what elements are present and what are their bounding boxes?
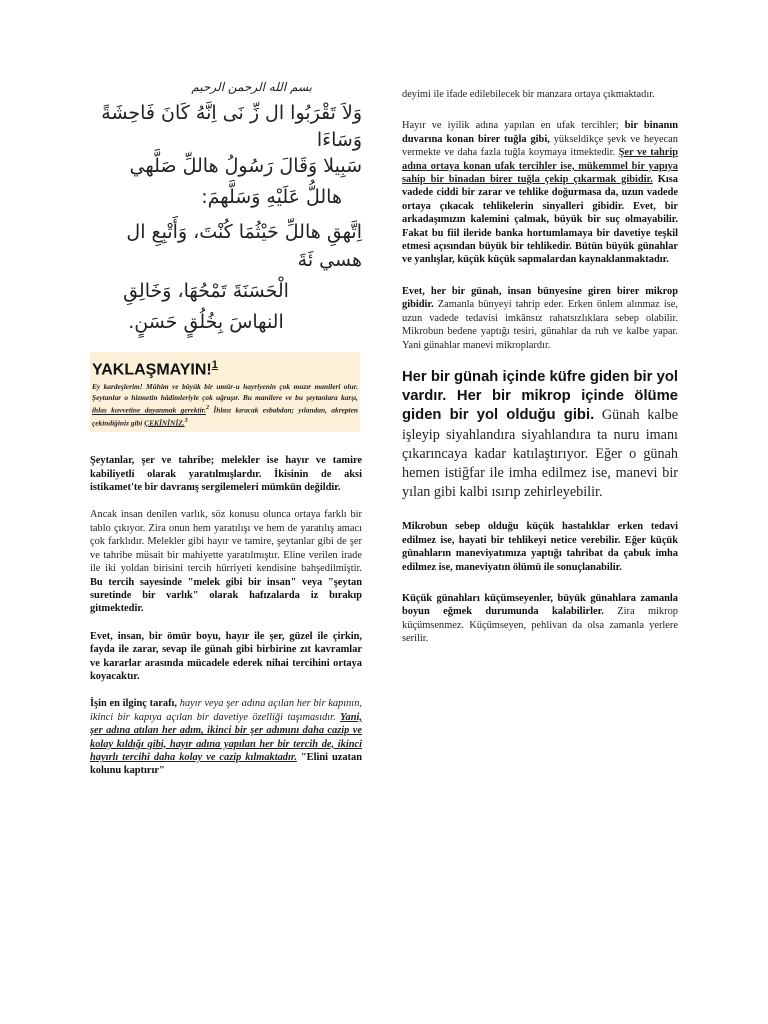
arabic-line: النهاسَ بِخُلُقٍ حَسَنٍ.: [128, 311, 284, 333]
title-box: [90, 352, 360, 432]
page-title: YAKLAŞMAYIN!$^1$: [92, 359, 218, 379]
paragraph: İşin en ilginç tarafı, hayır veya şer adına açılan her bir kapının, ikinci bir kapıya açılan bir davetiye özelliği taşımasıdır. Yani, şer adına atılan her adım, ikinci bir şer adımını daha cazip ve kolay kıldığı gibi, hayır adına yapılan her bir tercih de, ikinci hayırlı tercihi daha kolay ve cazip kılmaktadır. "Elini uzatan kolunu kaptırır": [90, 698, 362, 777]
basmala-calligraphy: بسم الله الرحمن الرحيم: [191, 80, 312, 94]
arabic-verse-block: [90, 80, 362, 338]
paragraph: Mikrobun sebep olduğu küçük hastalıklar erken tedavi edilmez ise, hayati bir tehlikeyi netice verebilir. Eğer küçük günahların maneviyatımıza yaptığı tahribat da çabuk imha edilmez ise, maneviyatın ölümü ile sonuçlanabilir.: [402, 521, 678, 573]
arabic-line: وَسَاءَا: [316, 129, 362, 151]
left-column: [90, 80, 362, 778]
right-column: [402, 80, 678, 646]
arabic-line: الْحَسَنَةَ تَمْحُهَا، وَخَالِقِ: [123, 280, 289, 302]
intro-quote: Ey kardeşlerim! Mühim ve büyük bir umûr-u hayriyenin çok muzır manileri olur. Şeytanlar o hizmetin hâdimleriyle çok uğraşır. Bu manilere ve bu şeytanlara karşı, ihlas kuvvetine dayanmak gerektir.$^2$ İhlası kıracak esbabdan; yılandan, akrepten çekindiğiniz gibi ÇEKİNİNİZ.$^3$: [92, 382, 358, 428]
paragraph-large: Her bir günah içinde küfre giden bir yol vardır. Her bir mikrop içinde ölüme giden bir yol olduğu gibi. Günah kalbe işleyip siyahlandıra siyahlandıra ta nuru imanı çıkarıncaya kadar katılaştırıyor. Eğer o günah hemen istiğfar ile imha edilmez ise, manevi bir yılan gibi kalbi ısırıp zehirleyebilir.: [402, 368, 678, 501]
paragraph: Ancak insan denilen varlık, söz konusu olunca ortaya farklı bir tablo çıkıyor. Zira onun hem yaratılışı ve hem de yaratılış amacı çok farklıdır. Melekler gibi hayır ve tamire, şeytanlar gibi de şer ve tahribe müsait bir mahiyette yaratılmıştır. Eline verilen irade ile iki yoldan birisini tercih hürriyeti kendisine bahşedilmiştir. Bu tercih sayesinde "melek gibi bir insan" veya "şeytan suretinde bir varlık" olarak hafızalarda iz bırakıp gitmektedir.: [90, 509, 362, 615]
footnote-ref: 1: [211, 359, 218, 371]
paragraph: Küçük günahları küçümseyenler, büyük günahlara zamanla boyun eğmek durumunda kalabilirler. Zira mikrop küçümsenmez. Küçümseyen, pehlivan da olsa zamanla yerlere serilir.: [402, 592, 678, 645]
arabic-line: وَلاَ تَقْرَبُوا ال زِّ نَى اِنَّهُ كَانَ فَاحِشَةً: [101, 102, 362, 124]
arabic-line: هاللُّ عَلَيْهِ وَسَلَّهمَ:: [201, 186, 342, 208]
arabic-line: اِتَّهقِ هاللِّ حَيْثُمَا كُنْتَ، وَأَتْبِعِ ال: [126, 221, 362, 243]
paragraph: deyimi ile ifade edilebilecek bir manzara ortaya çıkmaktadır.: [402, 89, 655, 100]
arabic-line: سَبِيلا وَقَالَ رَسُولُ هاللِّ صَلَّهي: [129, 155, 362, 177]
paragraph: Hayır ve iyilik adına yapılan en ufak tercihler; bir binanın duvarına konan birer tuğla gibi, yükseldikçe şevk ve heyecan vermekte ve daha fazla tuğla koymaya itmektedir. Şer ve tahrip adına ortaya konan ufak tercihler ise, mükemmel bir yapıya sahip bir binadan birer tuğla çekip çıkarmak gibidir. Kısa vadede ciddi bir zarar ve tehlike doğurmasa da, uzun vadede ortaya çıkacak tehlikelerin sinyalleri gibidir. Evet, bir arkadaşımızın kalemini çalmak, büyük bir suç olmayabilir. Fakat bu fiil ileride banka hortumlamaya bir davetiye teşkil etmesi açısından büyük bir tehlikedir. Bütün büyük günahlar ve yanlışlar, küçük küçük sapmalardan kaynaklanmaktadır.: [402, 120, 678, 266]
paragraph: Evet, her bir günah, insan bünyesine giren birer mikrop gibidir. Zamanla bünyeyi tahrip eder. Erken önlem alınmaz ise, uzun vadede tedavisi imkânsız rahatsızlıklara sebep olabilir. Mikrobun bedene yaptığı tesiri, günahlar da ruh ve kalbe yapar. Yani günahlar manevi mikroplardır.: [402, 285, 678, 351]
paragraph: Evet, insan, bir ömür boyu, hayır ile şer, güzel ile çirkin, fayda ile zarar, sevap ile günah gibi birbirine zıt kavramlar ve kararlar arasında mücadele ederek nihai tercihini ortaya koyacaktır.: [90, 630, 362, 682]
arabic-line: هسي ئَةَ: [297, 249, 362, 271]
paragraph: Şeytanlar, şer ve tahribe; melekler ise hayır ve tamire kabiliyetli olarak yaratılmışlardır. İkisinin de aksi istikamet'te bir davranış sergilemeleri mümkün değildir.: [90, 455, 362, 494]
